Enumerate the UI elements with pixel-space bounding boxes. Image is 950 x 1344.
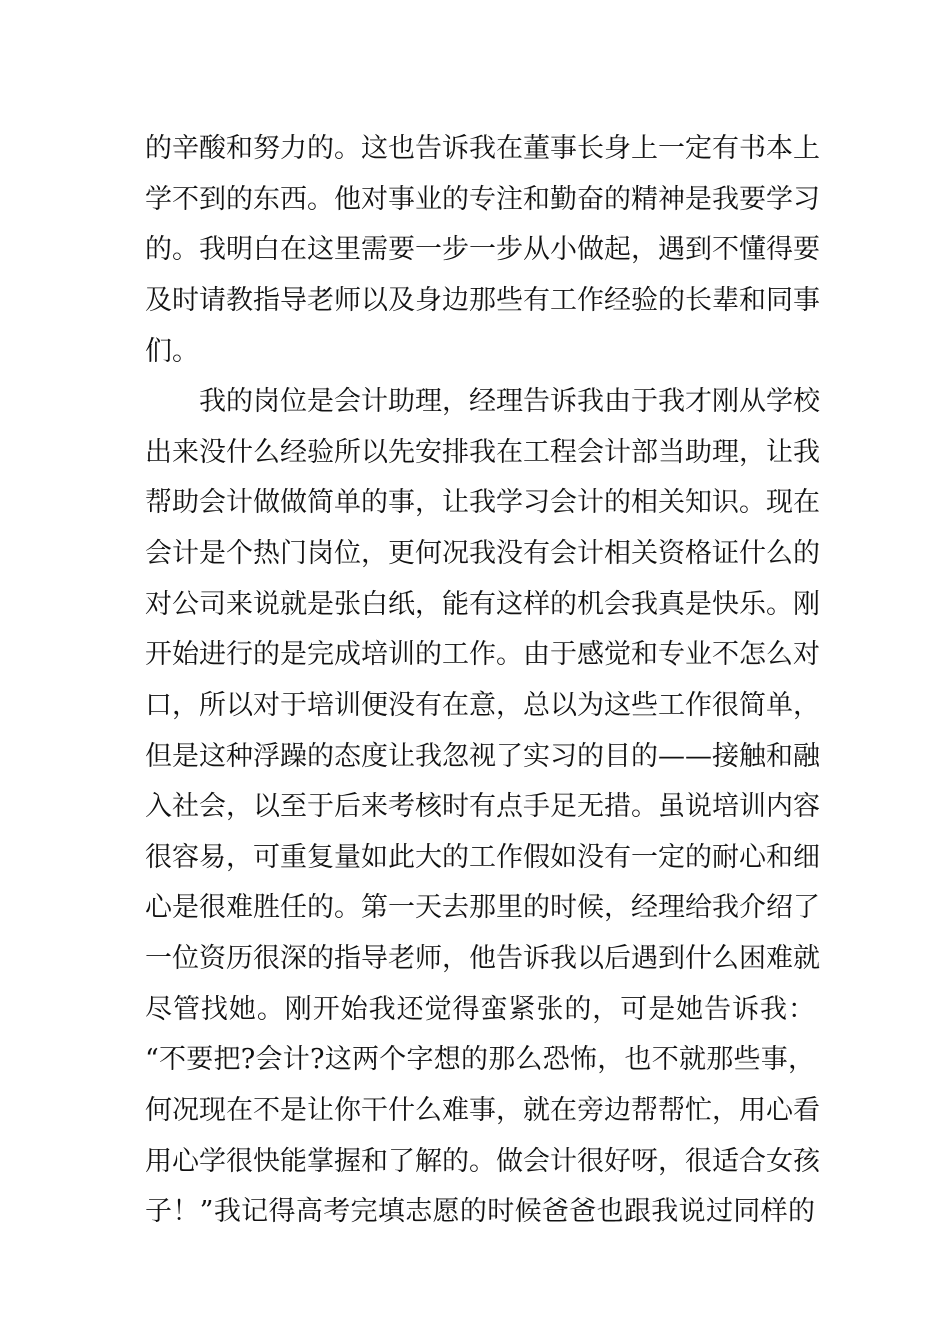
text-line: 开始进行的是完成培训的工作。由于感觉和专业不怎么对 [145, 639, 820, 670]
text-line: 学不到的东西。他对事业的专注和勤奋的精神是我要学习 [145, 184, 820, 215]
text-line: 的辛酸和努力的。这也告诉我在董事长身上一定有书本上 [145, 133, 820, 164]
text-line: 很容易，可重复量如此大的工作假如没有一定的耐心和细 [145, 842, 820, 873]
text-line: 出来没什么经验所以先安排我在工程会计部当助理，让我 [145, 437, 820, 468]
text-line: “不要把?会计?这两个字想的那么恐怖，也不就那些事， [145, 1044, 815, 1075]
text-line: 用心学很快能掌握和了解的。做会计很好呀，很适合女孩 [145, 1146, 820, 1177]
text-line: 心是很难胜任的。第一天去那里的时候，经理给我介绍了 [145, 892, 820, 923]
paragraph-start-line: 我的岗位是会计助理，经理告诉我由于我才刚从学校 [199, 386, 820, 417]
text-line: 的。我明白在这里需要一步一步从小做起，遇到不懂得要 [145, 234, 820, 265]
text-line: 尽管找她。刚开始我还觉得蛮紧张的，可是她告诉我： [145, 994, 815, 1025]
text-line: 及时请教指导老师以及身边那些有工作经验的长辈和同事 [145, 285, 820, 316]
text-line: 口，所以对于培训便没有在意，总以为这些工作很简单， [145, 690, 820, 721]
text-line: 入社会，以至于后来考核时有点手足无措。虽说培训内容 [145, 791, 820, 822]
text-line: 一位资历很深的指导老师，他告诉我以后遇到什么困难就 [145, 943, 820, 974]
text-line: 帮助会计做做简单的事，让我学习会计的相关知识。现在 [145, 487, 820, 518]
text-line: 们。 [145, 336, 199, 367]
text-line: 子！”我记得高考完填志愿的时候爸爸也跟我说过同样的 [145, 1196, 815, 1227]
text-line: 对公司来说就是张白纸，能有这样的机会我真是快乐。刚 [145, 589, 820, 620]
text-line: 会计是个热门岗位，更何况我没有会计相关资格证什么的 [145, 538, 820, 569]
text-line: 但是这种浮躁的态度让我忽视了实习的目的——接触和融 [145, 741, 820, 772]
text-line: 何况现在不是让你干什么难事，就在旁边帮帮忙，用心看 [145, 1095, 820, 1126]
